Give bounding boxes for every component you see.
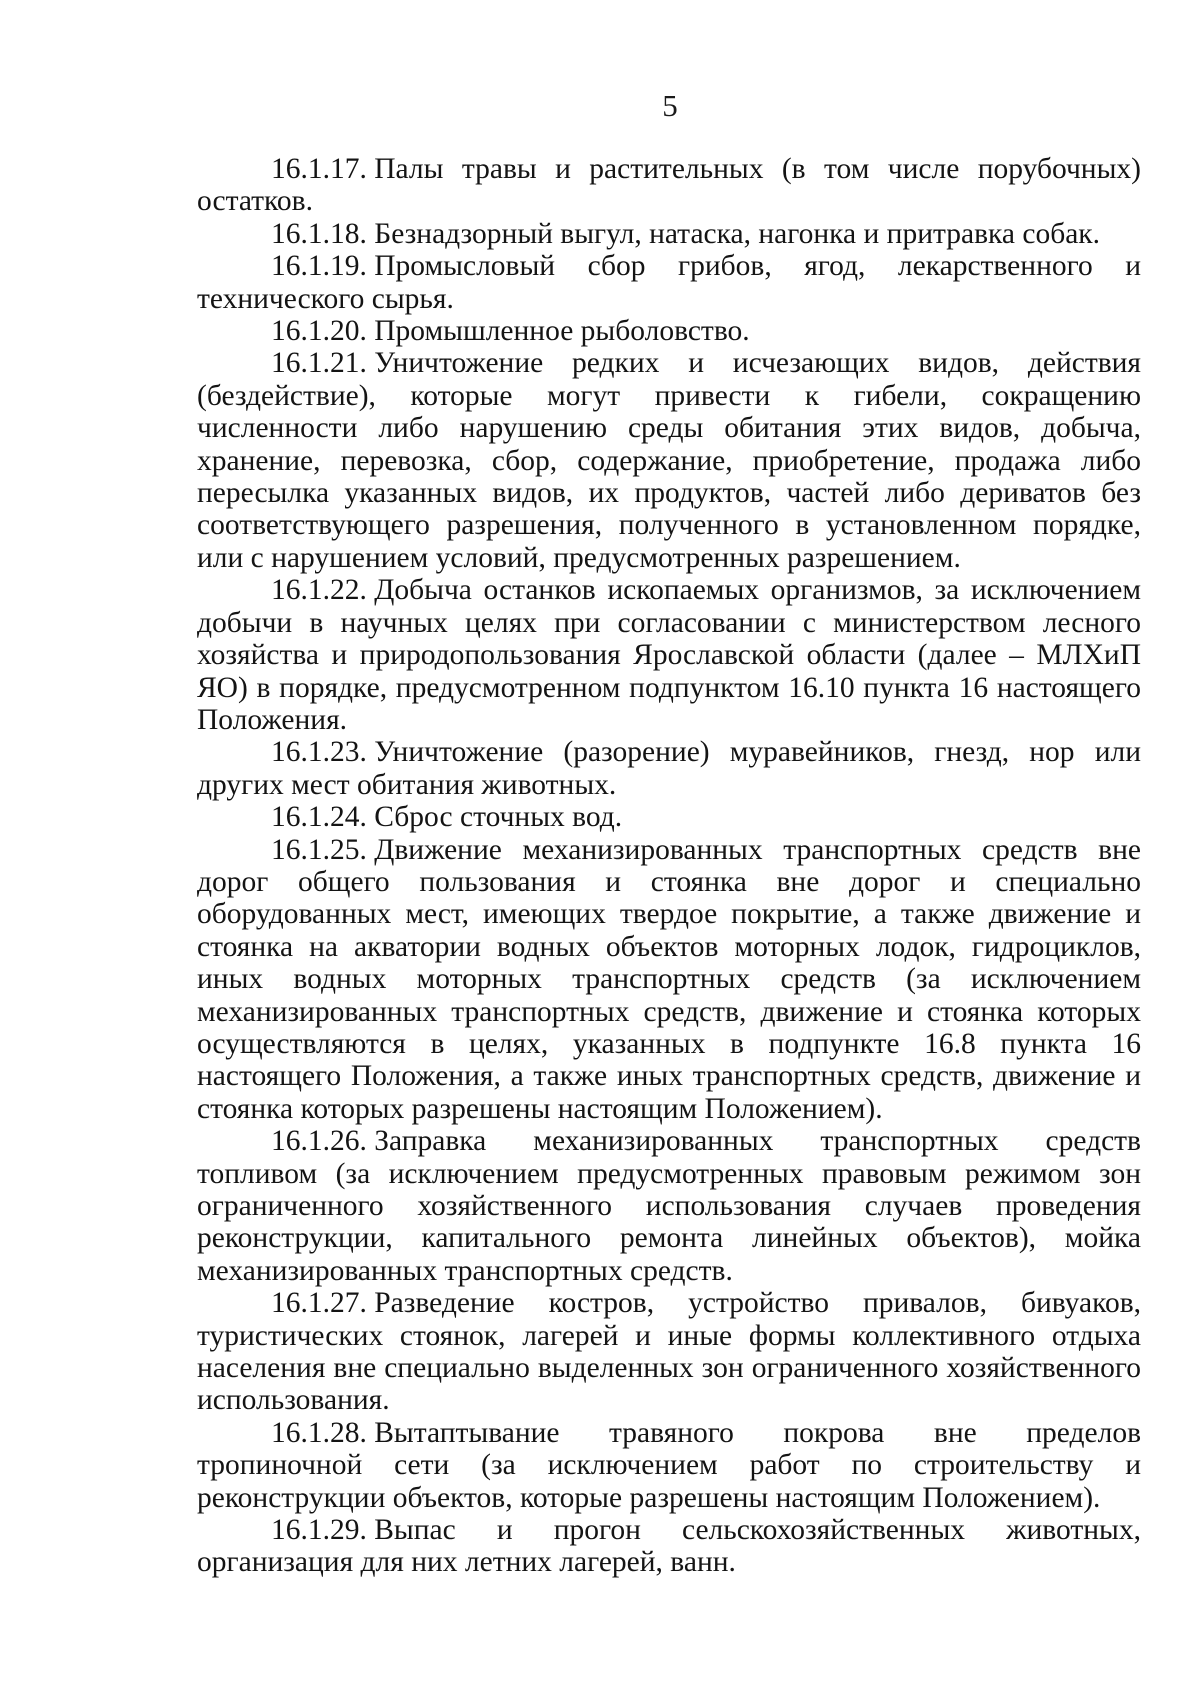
- list-item: [197, 153, 1141, 218]
- item-text: Сброс сточных вод.: [374, 801, 623, 834]
- item-number: 16.1.23.: [271, 736, 367, 769]
- item-text: Промышленное рыболовство.: [374, 315, 750, 348]
- list-item: [197, 250, 1141, 315]
- item-number: 16.1.20.: [271, 315, 367, 348]
- item-number: 16.1.29.: [271, 1514, 367, 1547]
- item-number: 16.1.17.: [271, 153, 367, 185]
- item-text: Промысловый сбор грибов, ягод, лекарственного и технического сырья.: [197, 250, 1141, 315]
- item-text: Уничтожение (разорение) муравейников, гнезд, нор или других мест обитания животных.: [197, 736, 1141, 801]
- item-text: Уничтожение редких и исчезающих видов, действия (бездействие), которые могут привести к гибели, сокращению численности либо нарушению среды обитания этих видов, добыча, хранение, перевозка, сбор, содержание, приобретение, продажа либо пересылка указанных видов, их продуктов, частей либо дериватов без соответствующего разрешения, полученного в установленном порядке, или с нарушением условий, предусмотренных разрешением.: [197, 347, 1141, 574]
- item-text: Добыча останков ископаемых организмов, за исключением добычи в научных целях при согласовании с министерством лесного хозяйства и природопользования Ярославской области (далее – МЛХиП ЯО) в порядке, предусмотренном подпунктом 16.10 пункта 16 настоящего Положения.: [197, 574, 1141, 736]
- item-number: 16.1.26.: [271, 1125, 367, 1158]
- document-body: [197, 153, 1141, 1579]
- item-text: Безнадзорный выгул, натаска, нагонка и притравка собак.: [374, 217, 1101, 250]
- list-item: [197, 1514, 1141, 1579]
- item-number: 16.1.19.: [271, 250, 367, 283]
- item-text: Разведение костров, устройство привалов, бивуаков, туристических стоянок, лагерей и иные формы коллективного отдыха населения вне специально выделенных зон ограниченного хозяйственного использования.: [197, 1287, 1141, 1417]
- list-item: [197, 1287, 1141, 1417]
- item-number: 16.1.22.: [271, 574, 367, 607]
- item-text: Выпас и прогон сельскохозяйственных животных, организация для них летних лагерей, ванн.: [197, 1514, 1141, 1579]
- item-number: 16.1.27.: [271, 1287, 367, 1320]
- item-number: 16.1.25.: [271, 833, 367, 866]
- list-item: [197, 315, 1141, 347]
- item-text: Движение механизированных транспортных средств вне дорог общего пользования и стоянка вне дорог и специально оборудованных мест, имеющих твердое покрытие, а также движение и стоянка на акватории водных объектов моторных лодок, гидроциклов, иных водных моторных транспортных средств (за исключением механизированных транспортных средств, движение и стоянка которых осуществляются в целях, указанных в подпункте 16.8 пункта 16 настоящего Положения, а также иных транспортных средств, движение и стоянка которых разрешены настоящим Положением).: [197, 833, 1141, 1125]
- list-item: [197, 347, 1141, 574]
- item-text: Заправка механизированных транспортных средств топливом (за исключением предусмотренных правовым режимом зон ограниченного хозяйственного использования случаев проведения реконструкции, капитального ремонта линейных объектов), мойка механизированных транспортных средств.: [197, 1125, 1141, 1287]
- list-item: [197, 574, 1141, 736]
- item-number: 16.1.21.: [271, 347, 367, 380]
- page-number: 5: [662, 88, 678, 123]
- list-item: [197, 218, 1141, 250]
- list-item: [197, 1417, 1141, 1514]
- list-item: [197, 1125, 1141, 1287]
- item-number: 16.1.28.: [271, 1416, 367, 1449]
- item-number: 16.1.24.: [271, 801, 367, 834]
- list-item: [197, 736, 1141, 801]
- list-item: [197, 834, 1141, 1126]
- list-item: [197, 801, 1141, 833]
- item-number: 16.1.18.: [271, 217, 367, 250]
- item-text: Вытаптывание травяного покрова вне пределов тропиночной сети (за исключением работ по строительству и реконструкции объектов, которые разрешены настоящим Положением).: [197, 1416, 1141, 1514]
- item-text: Палы травы и растительных (в том числе порубочных) остатков.: [197, 153, 1141, 218]
